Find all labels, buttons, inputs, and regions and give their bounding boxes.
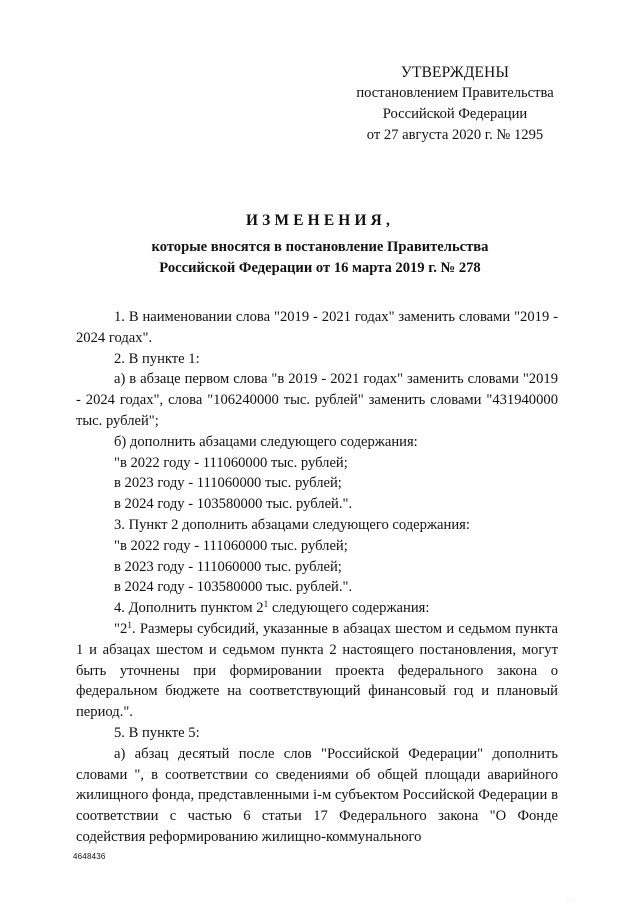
paragraph-11: в 2024 году - 103580000 тыс. рублей.".: [114, 579, 353, 596]
title-sub-line-1: которые вносятся в постановление Правительства: [151, 239, 489, 255]
paragraph-8: 3. Пункт 2 дополнить абзацами следующего содержания:: [114, 516, 470, 533]
document-body: [76, 307, 558, 848]
paragraph-10: в 2023 году - 111060000 тыс. рублей;: [114, 558, 342, 575]
paragraph-13: [76, 619, 558, 723]
approval-line-1: постановлением Правительства: [356, 85, 554, 101]
paragraph-14: 5. В пункте 5:: [114, 724, 200, 741]
paragraph-12-superscript: 1: [263, 600, 269, 611]
approval-heading: УТВЕРЖДЕНЫ: [400, 64, 510, 81]
paragraph-12-text: 4. Дополнить пунктом 2: [114, 600, 264, 617]
paragraph-13-text: "2: [114, 620, 128, 637]
paragraph-3: а) в абзаце первом слова "в 2019 - 2021 годах" заменить словами "2019 - 2024 годах", слова "106240000 тыс. рублей" заменить словами "431940000 тыс. рублей";: [76, 371, 558, 429]
approval-line-2: Российской Федерации: [382, 106, 528, 122]
approval-stamp: [330, 62, 580, 146]
paragraph-13-text-end: . Размеры субсидий, указанные в абзацах шестом и седьмом пункта 1 и абзацах шестом и седьмом пункта 2 настоящего постановления, могут быть уточнены при формировании проекта федерального закона о федеральном бюджете на соответствующий финансовый год и плановый период.".: [76, 620, 558, 721]
title-sub-line-2: Российской Федерации от 16 марта 2019 г. № 278: [159, 260, 481, 276]
approval-line-3: от 27 августа 2020 г. № 1295: [366, 127, 544, 143]
paragraph-9: "в 2022 году - 111060000 тыс. рублей;: [114, 537, 348, 554]
scan-mark: · · ·: [566, 898, 574, 904]
title-subtitle: [60, 237, 580, 279]
document-code: 4648436: [73, 852, 106, 861]
paragraph-13-superscript: 1: [127, 620, 133, 631]
paragraph-6: в 2023 году - 111060000 тыс. рублей;: [114, 475, 342, 492]
paragraph-12-text-end: следующего содержания:: [268, 600, 430, 617]
document-title: [60, 210, 580, 279]
paragraph-15: а) абзац десятый после слов "Российской Федерации" дополнить словами ", в соответствии со сведениями об общей площади аварийного жилищного фонда, представленными i-м субъектом Российской Федерации в соответствии с частью 6 статьи 17 Федерального закона "О Фонде содействия реформированию жилищно-коммунального: [76, 745, 558, 845]
paragraph-7: в 2024 году - 103580000 тыс. рублей.".: [114, 496, 353, 513]
paragraph-5: "в 2022 году - 111060000 тыс. рублей;: [114, 454, 348, 471]
title-main: ИЗМЕНЕНИЯ,: [245, 212, 395, 229]
paragraph-12: [76, 598, 558, 619]
paragraph-2: 2. В пункте 1:: [114, 350, 200, 367]
paragraph-1: 1. В наименовании слова "2019 - 2021 годах" заменить словами "2019 - 2024 годах".: [76, 309, 558, 346]
paragraph-4: б) дополнить абзацами следующего содержания:: [114, 433, 418, 450]
